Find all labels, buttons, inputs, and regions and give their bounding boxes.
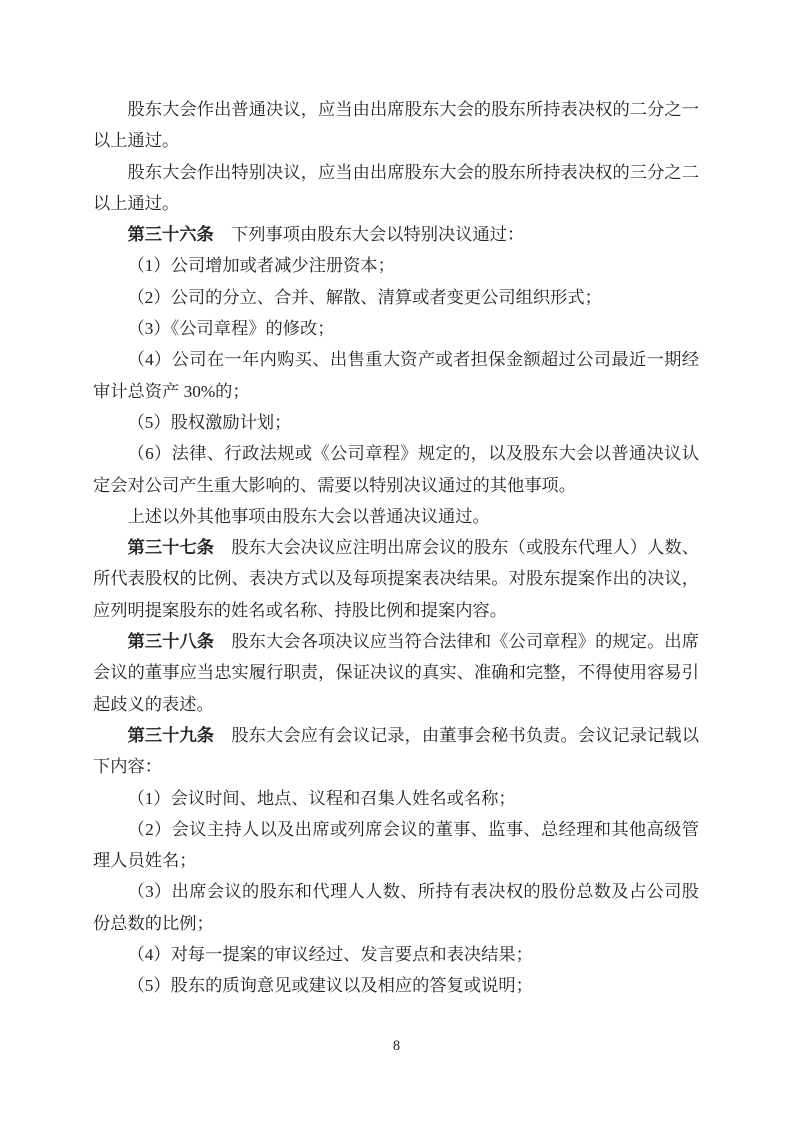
paragraph	[93, 501, 699, 532]
paragraph-text: 下列事项由股东大会以特别决议通过：	[231, 225, 525, 245]
paragraph	[93, 157, 699, 220]
paragraph-text: 股东大会作出特别决议，应当由出席股东大会的股东所持表决权的三分之二以上通过。	[93, 162, 699, 213]
paragraph-text: （5）股东的质询意见或建议以及相应的答复或说明；	[127, 976, 533, 996]
paragraph-text: 股东大会各项决议应当符合法律和《公司章程》的规定。出席会议的董事应当忠实履行职责，保证决议的真实、准确和完整，不得使用容易引起歧义的表述。	[93, 632, 699, 714]
paragraph	[93, 94, 699, 157]
paragraph-text: （2）公司的分立、合并、解散、清算或者变更公司组织形式；	[127, 287, 602, 307]
paragraph	[93, 219, 699, 250]
paragraph-text: （5）股权激励计划；	[127, 412, 292, 432]
paragraph	[93, 939, 699, 970]
paragraph-text: （6）法律、行政法规或《公司章程》规定的，以及股东大会以普通决议认定会对公司产生重大影响的、需要以特别决议通过的其他事项。	[93, 444, 699, 495]
paragraph	[93, 720, 699, 783]
paragraph	[93, 626, 699, 720]
paragraph	[93, 407, 699, 438]
paragraph-text: （1）会议时间、地点、议程和召集人姓名或名称；	[127, 788, 516, 808]
paragraph	[93, 814, 699, 877]
paragraph-text: 上述以外其他事项由股东大会以普通决议通过。	[127, 506, 490, 526]
paragraph-text: （4）公司在一年内购买、出售重大资产或者担保金额超过公司最近一期经审计总资产 30%的；	[93, 350, 699, 401]
paragraph	[93, 282, 699, 313]
paragraph-text: 股东大会作出普通决议，应当由出席股东大会的股东所持表决权的二分之一以上通过。	[93, 100, 699, 151]
paragraph	[93, 970, 699, 1001]
paragraph	[93, 344, 699, 407]
paragraph	[93, 250, 699, 281]
article-number-label: 第三十七条	[127, 538, 215, 558]
paragraph-text: （3）《公司章程》的修改；	[127, 319, 335, 339]
paragraph	[93, 438, 699, 501]
paragraph	[93, 876, 699, 939]
paragraph-text: （4）对每一提案的审议经过、发言要点和表决结果；	[127, 945, 533, 965]
article-number-label: 第三十八条	[127, 632, 215, 652]
paragraph-text: （1）公司增加或者减少注册资本；	[127, 256, 395, 276]
paragraph-text: （2）会议主持人以及出席或列席会议的董事、监事、总经理和其他高级管理人员姓名；	[93, 819, 699, 871]
paragraph-text: 股东大会决议应注明出席会议的股东（或股东代理人）人数、所代表股权的比例、表决方式以及每项提案表决结果。对股东提案作出的决议，应列明提案股东的姓名或名称、持股比例和提案内容。	[93, 538, 699, 620]
paragraph	[93, 532, 699, 626]
article-number-label: 第三十九条	[127, 725, 215, 745]
paragraph	[93, 783, 699, 814]
page-number: 8	[392, 1038, 401, 1054]
paragraph-text: 股东大会应有会议记录，由董事会秘书负责。会议记录记载以下内容：	[93, 725, 699, 777]
article-number-label: 第三十六条	[127, 225, 214, 245]
paragraph	[93, 313, 699, 344]
paragraph-text: （3）出席会议的股东和代理人人数、所持有表决权的股份总数及占公司股份总数的比例；	[93, 882, 699, 933]
document-body	[93, 94, 699, 1002]
